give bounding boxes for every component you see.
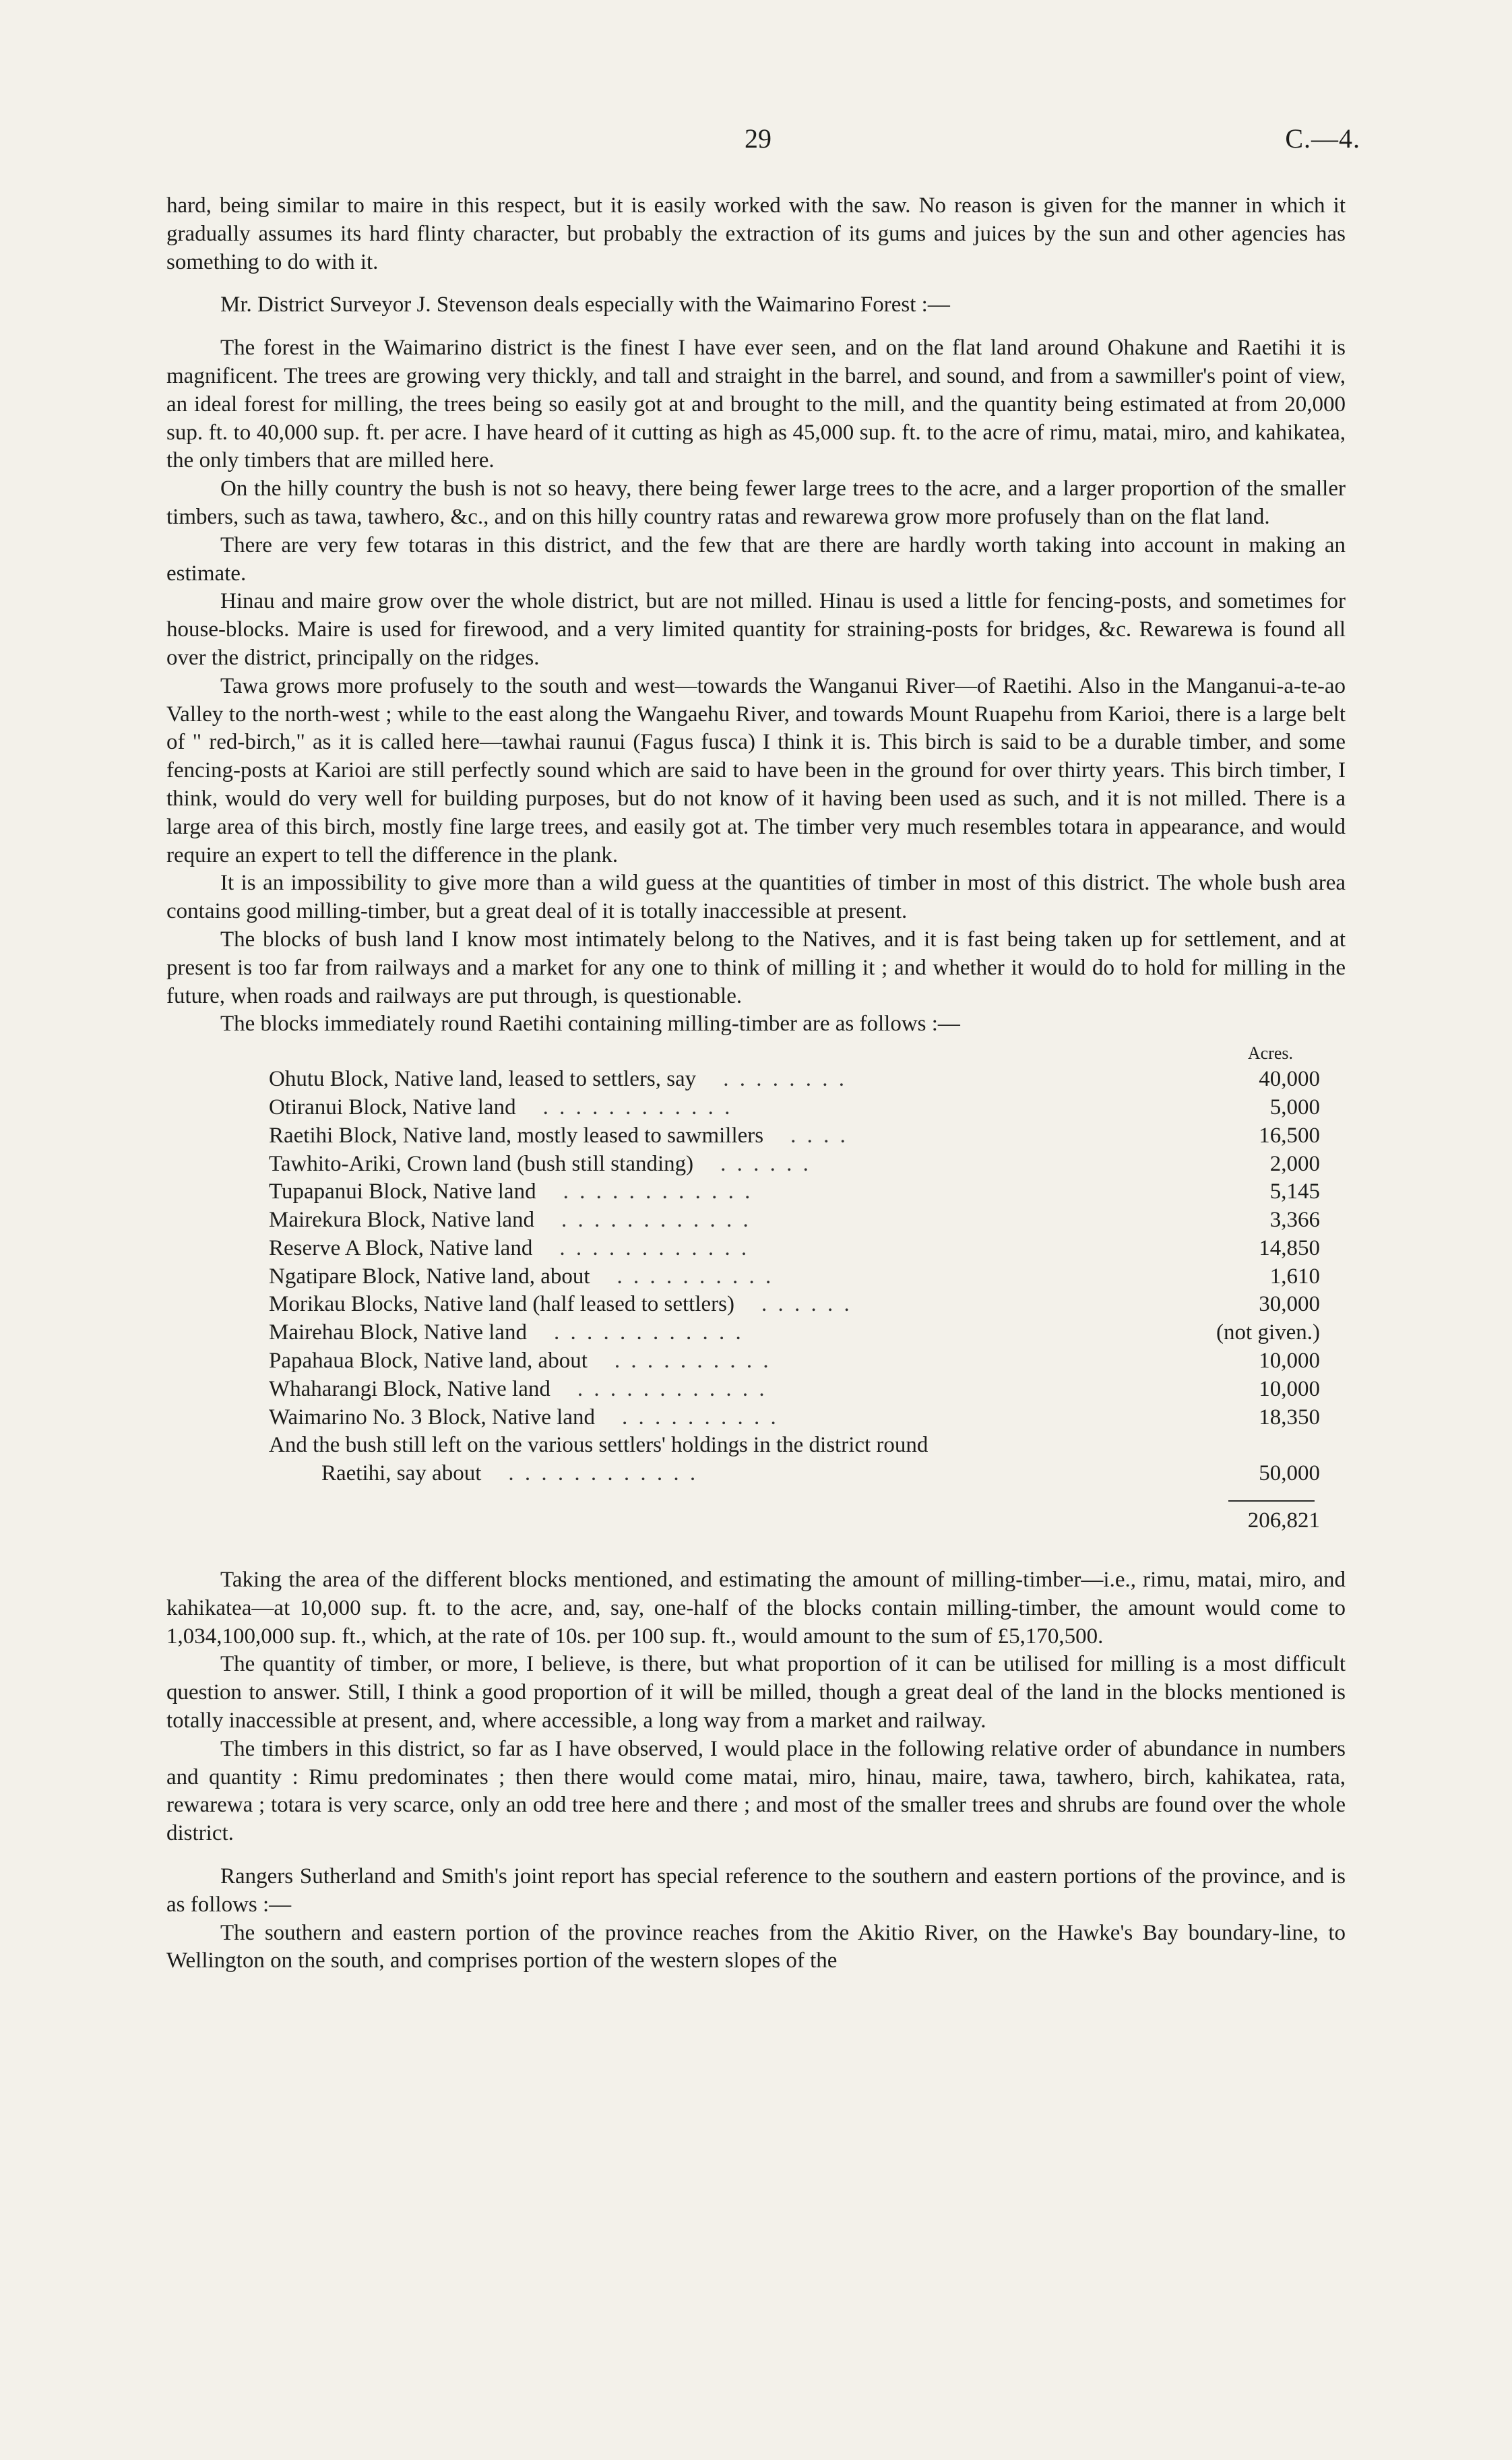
- paragraph: It is an impossibility to give more than a wild guess at the quantities of timber in most of this district. The whole bush area contains good milling-timber, but a great deal of it is totally inaccessible at present.: [166, 871, 1346, 924]
- acreage-value: 5,000: [1269, 1095, 1320, 1119]
- paragraph: hard, being similar to maire in this respect, but it is easily worked with the saw. No reason is given for the manner in which it gradually assumes its hard flinty character, but probably the extraction of its gums and juices by the sun and other agencies has something to do with it.: [166, 193, 1346, 274]
- block-name: Raetihi, say about: [321, 1461, 482, 1486]
- block-name: Reserve A Block, Native land: [269, 1235, 533, 1260]
- table-row: [269, 1206, 1320, 1235]
- table-row: [269, 1122, 1320, 1150]
- leader-dots: . . . . . . . . . . . .: [577, 1376, 767, 1401]
- leader-dots: . . . . . . . . . .: [614, 1349, 771, 1374]
- page-number: 29: [745, 123, 771, 154]
- document-body: [166, 192, 1346, 1975]
- acreage-total: 206,821: [1247, 1508, 1320, 1533]
- acreage-value: 16,500: [1259, 1123, 1320, 1148]
- total-row: [269, 1502, 1320, 1541]
- acreage-value: 18,350: [1259, 1405, 1320, 1429]
- acreage-value: 14,850: [1259, 1235, 1320, 1260]
- paragraph: The blocks of bush land I know most intimately belong to the Natives, and it is fast being taken up for settlement, and at present is too far from railways and a market for any one to think of milling it ; and whether it would do to hold for milling in the future, when roads and railways are put through, is questionable.: [166, 927, 1346, 1008]
- acreage-value: 10,000: [1259, 1349, 1320, 1374]
- block-name: Otiranui Block, Native land: [269, 1095, 516, 1119]
- block-name: Papahaua Block, Native land, about: [269, 1349, 588, 1374]
- table-note-line: And the bush still left on the various settlers' holdings in the district round: [269, 1433, 928, 1458]
- block-name: Mairehau Block, Native land: [269, 1320, 528, 1345]
- leader-dots: . . . . . . . . . . . .: [559, 1235, 750, 1260]
- acres-column-header: Acres.: [1247, 1043, 1293, 1064]
- paragraph: Mr. District Surveyor J. Stevenson deals especially with the Waimarino Forest :—: [220, 293, 950, 317]
- block-name: Morikau Blocks, Native land (half leased to settlers): [269, 1292, 734, 1317]
- leader-dots: . . . . . . . . . . . .: [554, 1320, 744, 1345]
- leader-dots: . . . . . . . . . . . .: [542, 1095, 733, 1119]
- leader-dots: . . . . . . . . . . . .: [508, 1461, 699, 1486]
- acreage-value: 2,000: [1269, 1151, 1320, 1176]
- leader-dots: . . . . . . . . . .: [621, 1405, 779, 1429]
- table-row: [269, 1263, 1320, 1291]
- block-name: Mairekura Block, Native land: [269, 1208, 535, 1233]
- table-row: [269, 1347, 1320, 1376]
- block-name: Waimarino No. 3 Block, Native land: [269, 1405, 595, 1429]
- leader-dots: . . . . . . . . . . . .: [561, 1208, 751, 1233]
- paragraph: Rangers Sutherland and Smith's joint report has special reference to the southern and eastern portions of the province, and is as follows :—: [166, 1864, 1346, 1917]
- table-row: [269, 1178, 1320, 1206]
- paragraph: The forest in the Waimarino district is the finest I have ever seen, and on the flat land around Ohakune and Raetihi it is magnificent. The trees are growing very thickly, and tall and straight in the barrel, and sound, and from a sawmiller's point of view, an ideal forest for milling, the trees being so easily got at and brought to the mill, and the quantity being estimated at from 20,000 sup. ft. to 40,000 sup. ft. per acre. I have heard of it cutting as high as 45,000 sup. ft. to the acre of rimu, matai, miro, and kahikatea, the only timbers that are milled here.: [166, 336, 1346, 473]
- table-row: [269, 1376, 1320, 1404]
- leader-dots: . . . . . . . . . .: [617, 1264, 774, 1289]
- leader-dots: . . . .: [790, 1123, 848, 1148]
- acreage-value: 3,366: [1269, 1208, 1320, 1233]
- table-row: [269, 1404, 1320, 1432]
- paragraph: The southern and eastern portion of the province reaches from the Akitio River, on the Hawke's Bay boundary-line, to Wellington on the south, and comprises portion of the western slopes of the: [166, 1920, 1346, 1973]
- block-name: Whaharangi Block, Native land: [269, 1376, 550, 1401]
- paragraph: Taking the area of the different blocks mentioned, and estimating the amount of milling-timber—i.e., rimu, matai, miro, and kahikatea—at 10,000 sup. ft. to the acre, and, say, one-half of the blocks contain milling-timber, the amount would come to 1,034,100,000 sup. ft., which, at the rate of 10s. per 100 sup. ft., would amount to the sum of £5,170,500.: [166, 1568, 1346, 1649]
- block-name: Tawhito-Ariki, Crown land (bush still standing): [269, 1151, 694, 1176]
- table-row: [269, 1066, 1320, 1094]
- acreage-value: 30,000: [1259, 1292, 1320, 1317]
- leader-dots: . . . . . . . . . . . .: [563, 1179, 753, 1204]
- block-name: Raetihi Block, Native land, mostly leased to sawmillers: [269, 1123, 764, 1148]
- table-row: [269, 1460, 1320, 1488]
- document-reference: C.—4.: [1285, 123, 1360, 154]
- acreage-value: 1,610: [1269, 1264, 1320, 1289]
- paragraph: Hinau and maire grow over the whole district, but are not milled. Hinau is used a little for fencing-posts, and sometimes for house-blocks. Maire is used for firewood, and a very limited quantity for straining-posts for bridges, &c. Rewarewa is found all over the district, principally on the ridges.: [166, 589, 1346, 670]
- paragraph: On the hilly country the bush is not so heavy, there being fewer large trees to the acre, and a larger proportion of the smaller timbers, such as tawa, tawhero, &c., and on this hilly country ratas and rewarewa grow more profusely than on the flat land.: [166, 476, 1346, 529]
- leader-dots: . . . . . . . .: [723, 1067, 847, 1092]
- paragraph: The blocks immediately round Raetihi containing milling-timber are as follows :—: [220, 1012, 960, 1037]
- block-name: Ngatipare Block, Native land, about: [269, 1264, 590, 1289]
- leader-dots: . . . . . .: [761, 1292, 852, 1317]
- block-name: Tupapanui Block, Native land: [269, 1179, 536, 1204]
- page-header: [0, 120, 1512, 160]
- block-name: Ohutu Block, Native land, leased to settlers, say: [269, 1067, 697, 1092]
- acreage-value: 10,000: [1259, 1376, 1320, 1401]
- acreage-value: 5,145: [1269, 1179, 1320, 1204]
- acreage-table: [269, 1041, 1320, 1541]
- table-row: [269, 1291, 1320, 1319]
- table-row: [269, 1235, 1320, 1263]
- table-row: [269, 1094, 1320, 1122]
- acreage-value: (not given.): [1216, 1320, 1320, 1345]
- table-row: [269, 1319, 1320, 1347]
- paragraph: The timbers in this district, so far as I have observed, I would place in the following relative order of abundance in numbers and quantity : Rimu predominates ; then there would come matai, miro, hinau, maire, tawa, tawhero, birch, kahikatea, rata, rewarewa ; totara is very scarce, only an odd tree here and there ; and most of the smaller trees and shrubs are found over the whole district.: [166, 1736, 1346, 1846]
- paragraph: Tawa grows more profusely to the south and west—towards the Wanganui River—of Raetihi. Also in the Manganui-a-te-ao Valley to the north-west ; while to the east along the Wangaehu River, and towards Mount Ruapehu from Karioi, there is a large belt of " red-birch," as it is called here—tawhai raunui (Fagus fusca) I think it is. This birch is said to be a durable timber, and some fencing-posts at Karioi are still perfectly sound which are said to have been in the ground for over thirty years. This birch timber, I think, would do very well for building purposes, but do not know of it having been used as such, and it is not milled. There is a large area of this birch, mostly fine large trees, and easily got at. The timber very much resembles totara in appearance, and would require an expert to tell the difference in the plank.: [166, 673, 1346, 867]
- paragraph: There are very few totaras in this district, and the few that are there are hardly worth taking into account in making an estimate.: [166, 532, 1346, 586]
- acreage-value: 50,000: [1259, 1461, 1320, 1486]
- leader-dots: . . . . . .: [720, 1151, 811, 1176]
- paragraph: The quantity of timber, or more, I believe, is there, but what proportion of it can be utilised for milling is a most difficult question to answer. Still, I think a good proportion of it will be milled, though a great deal of the land in the blocks mentioned is totally inaccessible at present, and, where accessible, a long way from a market and railway.: [166, 1652, 1346, 1733]
- table-row: [269, 1150, 1320, 1179]
- acreage-value: 40,000: [1259, 1067, 1320, 1092]
